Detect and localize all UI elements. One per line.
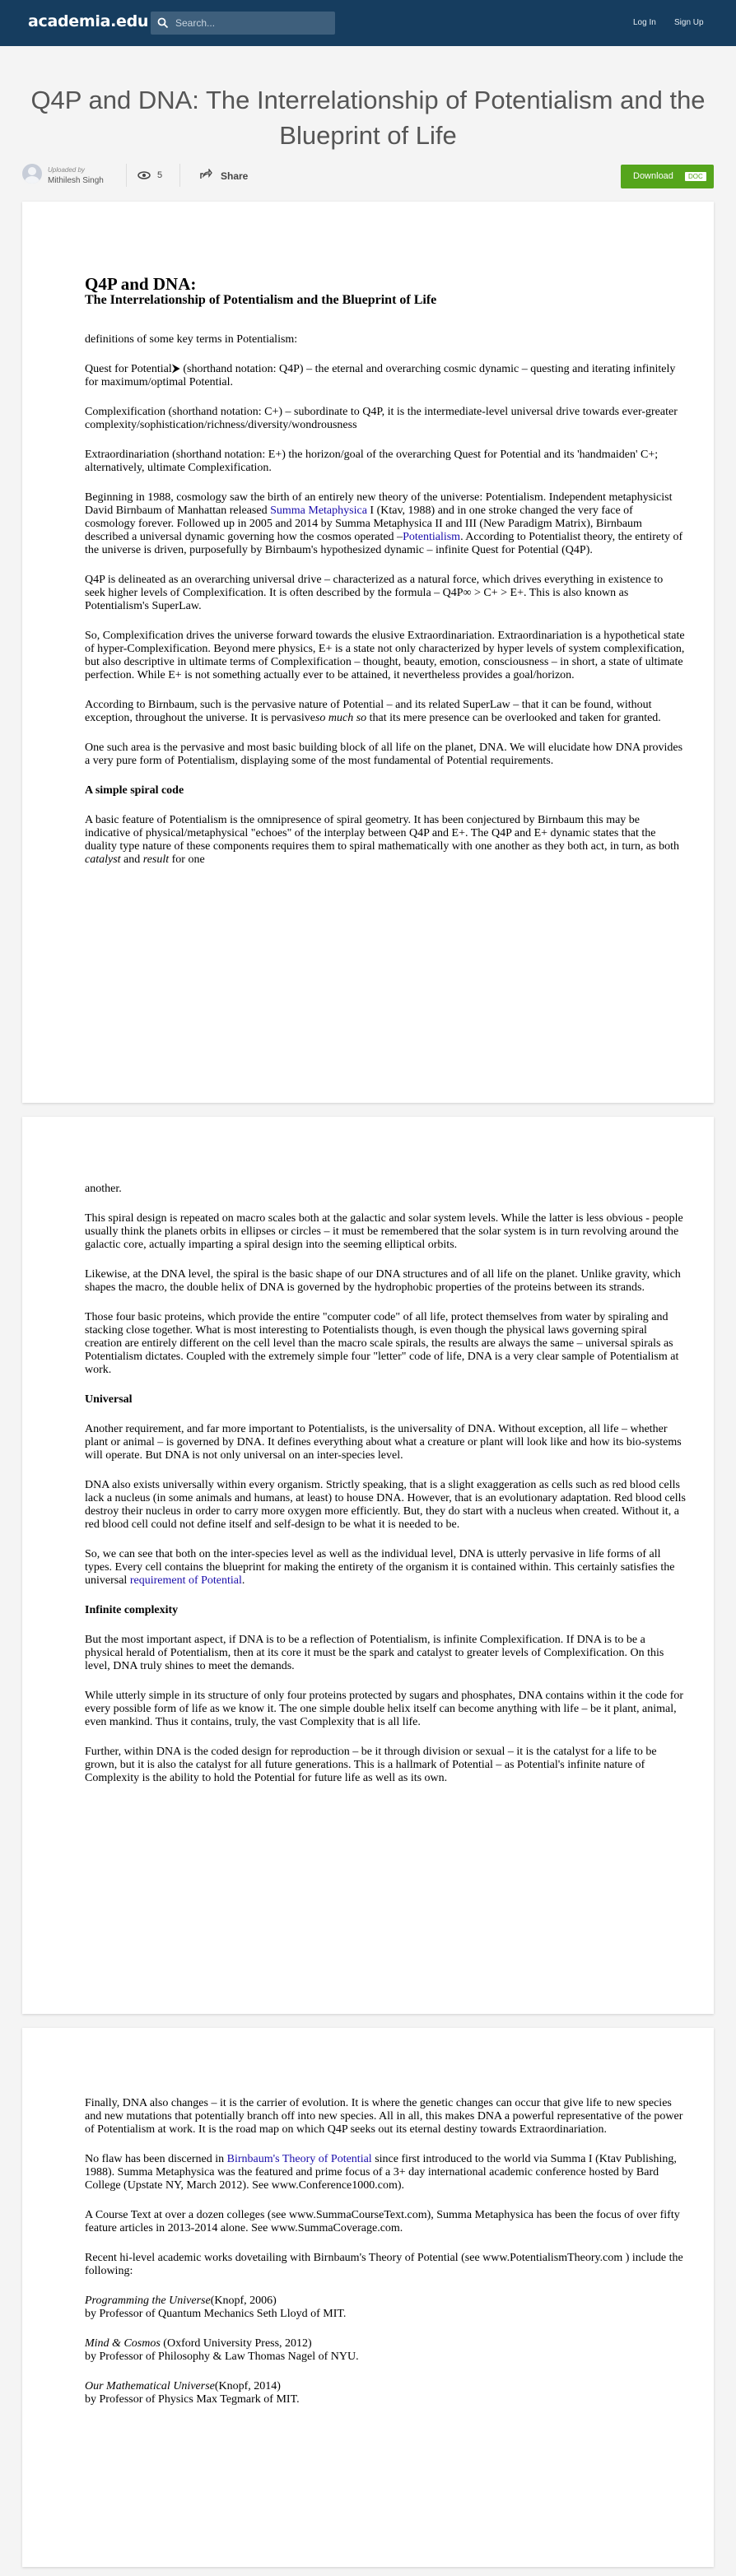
document-page-1 <box>22 202 714 1103</box>
paragraph: So, Complexification drives the universe forward towards the elusive Extraordinariation. Extraordinariation is a hypothetical state of hyper-Complexification. Beyond mere physics, E+ is a state not only characterized by hyper levels of system complexification, but also descriptive in ultimate terms of Complexification – thought, beauty, emotion, consciousness – in short, a state of ultimate perfection. While E+ is not something actually ever to be attained, it nevertheless provides a goal/horizon. <box>85 630 685 681</box>
search-placeholder: Search... <box>175 17 216 29</box>
paragraph: One such area is the pervasive and most basic building block of all life on the planet, DNA. We will elucidate how DNA provides a very pure form of Potentialism, displaying some of the most fundamental of Potential requirements. <box>85 742 683 767</box>
paragraph: Beginning in 1988, cosmology saw the birth of an entirely new theory of the universe: Potentialism. Independent metaphysicist David Birnbaum of Manhattan released Summa Metaphysica I (Ktav, 1988) and in one stroke changed the very face of cosmology forever. Followed up in 2005 and 2014 by Summa Metaphysica II and III (New Paradigm Matrix), Birnbaum described a universal dynamic governing how the cosmos operated –Potentialism. According to Potentialist theory, the entirety of the universe is driven, purposefully by Birnbaum's hypothesized dynamic – infinite Quest for Potential (Q4P). <box>85 491 683 556</box>
theory-link[interactable]: Birnbaum's Theory of Potential <box>226 2153 372 2165</box>
document-page-2 <box>22 1117 714 2014</box>
paragraph: Those four basic proteins, which provide the entire "computer code" of all life, protect themselves from water by spiraling and stacking close together. What is most interesting to Potentialists though, is even though the physical laws governing spiral creation are entirely different on the cell level than the macro scale spirals, the results are always the same – universal spirals as Potentialism dictates. Coupled with the extremely simple four "letter" code of life, DNA is a very clear sample of Potentialism at work. <box>85 1311 679 1376</box>
divider <box>126 164 127 187</box>
paragraph: Extraordinariation (shorthand notation: E+) the horizon/goal of the overarching Quest for Potential and its 'handmaiden' C+; alternatively, ultimate Complexification. <box>85 449 659 474</box>
signup-link[interactable]: Sign Up <box>674 18 704 27</box>
paragraph: Finally, DNA also changes – it is the carrier of evolution. It is where the genetic changes can occur that give life to new species and new mutations that potentially branch off into new species. All in all, this makes DNA a powerful representative of the power of Potentialism at work. It is the road map on which Q4P seeks out its eternal destiny towards Extraordinariation. <box>85 2097 683 2136</box>
paragraph: Q4P is delineated as an overarching universal drive – characterized as a natural force, which drives everything in existence to seek higher levels of Complexification. It is often described by the formula – Q4P∞ > C+ > E+. This is also known as Potentialism's SuperLaw. <box>85 574 664 612</box>
search-icon <box>157 17 169 29</box>
share-icon[interactable] <box>200 169 212 179</box>
divider <box>179 164 180 187</box>
paragraph: Another requirement, and far more important to Potentialists, is the universality of DNA. Without exception, all life – whether plant or animal – is governed by DNA. It defines everything about what a creature or plant will look like and how its bio-systems will operate. But DNA is not only universal on an inter-species level. <box>85 1423 682 1462</box>
login-link[interactable]: Log In <box>633 18 656 27</box>
paragraph: No flaw has been discerned in Birnbaum's Theory of Potential since first introduced to the world via Summa I (Ktav Publishing, 1988). Summa Metaphysica was the featured and prime focus of a 3+ day international academic conference hosted by Bard College (Upstate NY, March 2012). See www.Conference1000.com). <box>85 2153 677 2192</box>
paragraph: A Course Text at over a dozen colleges (see www.SummaCourseText.com), Summa Metaphysica has been the focus of over fifty feature articles in 2013-2014 alone. See www.SummaCoverage.com. <box>85 2209 680 2234</box>
search-box[interactable] <box>151 12 335 35</box>
book-reference: Programming the Universe(Knopf, 2006) by Professor of Quantum Mechanics Seth Lloyd of MIT. <box>85 2295 347 2320</box>
paragraph: Complexification (shorthand notation: C+) – subordinate to Q4P, it is the intermediate-level universal drive towards ever-greater complexity/sophistication/richness/diversity/wondrousness <box>85 406 678 431</box>
paragraph: So, we can see that both on the inter-species level as well as the individual level, DNA is utterly pervasive in life forms of all types. Every cell contains the blueprint for making the entirety of the organism it is contained within. This certainly satisfies the universal requirement of Potential. <box>85 1548 675 1587</box>
section-heading: Universal <box>85 1393 133 1406</box>
requirement-link[interactable]: requirement of Potential <box>129 1574 242 1587</box>
share-button[interactable]: Share <box>221 170 249 182</box>
paragraph: another. <box>85 1183 122 1195</box>
page-1-body <box>85 333 686 867</box>
paragraph: Quest for Potential⮞ (shorthand notation: Q4P) – the eternal and overarching cosmic dynamic – questing and iterating infinitely for maximum/optimal Potential. <box>85 363 676 388</box>
document-page-3 <box>22 2028 714 2567</box>
top-navigation-bar <box>0 0 736 46</box>
potentialism-link[interactable]: Potentialism <box>403 531 461 543</box>
paragraph: According to Birnbaum, such is the pervasive nature of Potential – and its related SuperLaw – that it can be found, without exception, throughout the universe. It is pervasiveso much so that its mere presence can be overlooked and taken for granted. <box>85 699 661 724</box>
view-count: 5 <box>157 170 163 180</box>
paragraph: Likewise, at the DNA level, the spiral is the basic shape of our DNA structures and of all life on the planet. Unlike gravity, which shapes the macro, the double helix of DNA is governed by the hydrophobic properties of the proteins between its strands. <box>85 1268 681 1294</box>
paragraph: A basic feature of Potentialism is the omnipresence of spiral geometry. It has been conjectured by Birnbaum this may be indicative of physical/metaphysical "echoes" of the interplay between Q4P and E+. The Q4P and E+ dynamic states that the duality type nature of these components requires them to spiral mathematically with one another as they both act, in turn, as both catalyst and result for one <box>85 814 679 866</box>
eye-icon <box>137 171 151 179</box>
paragraph: DNA also exists universally within every organism. Strictly speaking, that is a slight exaggeration as cells such as red blood cells lack a nucleus (in some animals and humans, at least) to house DNA. However, that is an evolutionary adaptation. Red blood cells destroy their nucleus in order to carry more oxygen more efficiently. But, they do start with a nucleus when created. Without it, a red blood cell could not define itself and self-design to be what it is needed to be. <box>85 1479 686 1531</box>
author-name[interactable]: Mithilesh Singh <box>48 176 104 185</box>
paragraph: Further, within DNA is the coded design for reproduction – be it through division or sexual – it is the catalyst for a life to be grown, but it is also the catalyst for all future generations. This is a hallmark of Potential – as Potential's infinite nature of Complexity is the ability to hold the Potential for future life as well as its own. <box>85 1746 657 1784</box>
paragraph: This spiral design is repeated on macro scales both at the galactic and solar system levels. While the latter is less obvious - people usually think the planets orbits in ellipses or circles – it must be remembered that the solar system is in turn revolving around the galactic core, actually imparting a spiral design into the seeming elliptical orbits. <box>85 1212 683 1251</box>
paper-heading: Q4P and DNA: <box>85 274 197 294</box>
section-heading: Infinite complexity <box>85 1604 179 1616</box>
paragraph: Recent hi-level academic works dovetailing with Birnbaum's Theory of Potential (see www.PotentialismTheory.com ) include the following: <box>85 2252 683 2277</box>
file-type-badge: DOC <box>685 172 706 181</box>
section-heading: A simple spiral code <box>85 784 184 797</box>
summa-link[interactable]: Summa Metaphysica <box>270 505 367 517</box>
avatar[interactable] <box>22 164 42 184</box>
download-label: Download <box>633 171 673 181</box>
academia-logo[interactable]: academia.edu <box>28 12 149 30</box>
paragraph: definitions of some key terms in Potentialism: <box>85 333 298 346</box>
page-2-body <box>85 1183 686 1785</box>
paragraph: But the most important aspect, if DNA is to be a reflection of Potentialism, is infinite Complexification. If DNA is to be a physical herald of Potentialism, then at its core it must be the spark and catalyst to greater levels of Complexification. On this level, DNA truly shines to meet the demands. <box>85 1634 664 1672</box>
paragraph: While utterly simple in its structure of only four proteins protected by sugars and phosphates, DNA contains within it the code for every possible form of life as we know it. The one simple double helix itself can become anything with life – be it plant, animal, even mankind. Thus it contains, truly, the vast Complexity that is all life. <box>85 1690 684 1728</box>
book-reference: Our Mathematical Universe(Knopf, 2014) by Professor of Physics Max Tegmark of MIT. <box>85 2380 300 2406</box>
download-button[interactable] <box>621 165 714 188</box>
page-3-body <box>85 2097 686 2406</box>
document-title: Q4P and DNA: The Interrelationship of Potentialism and the Blueprint of Life <box>30 86 706 150</box>
book-reference: Mind & Cosmos (Oxford University Press, 2012) by Professor of Philosophy & Law Thomas Nagel of NYU. <box>85 2337 359 2363</box>
uploaded-by-label: Uploaded by <box>48 166 85 174</box>
paper-subheading: The Interrelationship of Potentialism and the Blueprint of Life <box>85 293 437 307</box>
